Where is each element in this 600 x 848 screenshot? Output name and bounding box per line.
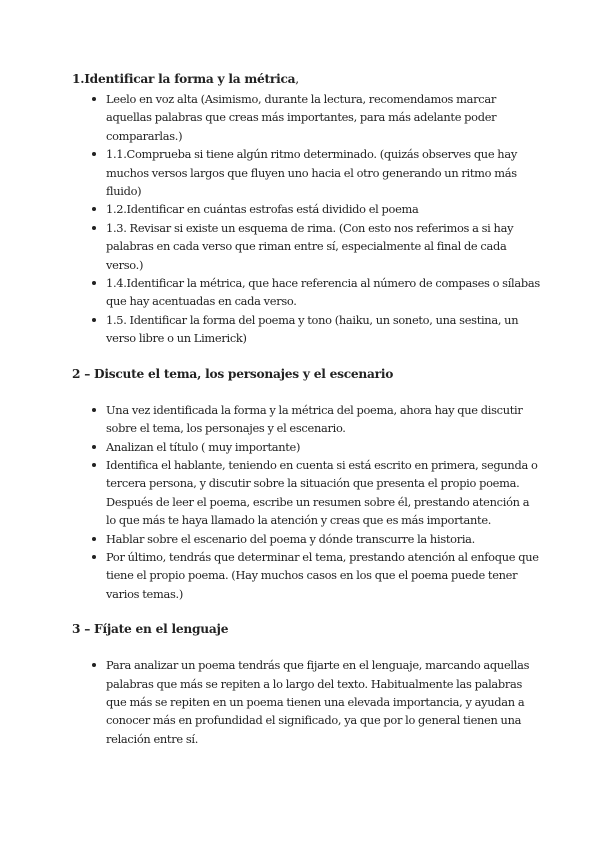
- section-heading: 3 – Fíjate en el lenguaje: [72, 622, 229, 637]
- section-forma-metrica: [72, 70, 542, 348]
- list-item: Una vez identificada la forma y la métrica del poema, ahora hay que discutir sobre el tema, los personajes y el escenario.: [72, 401, 542, 438]
- bullet-list: [72, 90, 542, 348]
- list-item: 1.5. Identificar la forma del poema y tono (haiku, un soneto, una sestina, un verso libre o un Limerick): [72, 311, 542, 348]
- list-item: Para analizar un poema tendrás que fijarte en el lenguaje, marcando aquellas palabras que más se repiten a lo largo del texto. Habitualmente las palabras que más se repiten en un poema tienen una elevada importancia, y ayudan a conocer más en profundidad el significado, ya que por lo general tienen una relación entre sí.: [72, 656, 542, 748]
- section-heading: [72, 70, 542, 89]
- list-item: 1.2.Identificar en cuántas estrofas está dividido el poema: [72, 200, 542, 218]
- list-item: Hablar sobre el escenario del poema y dónde transcurre la historia.: [72, 530, 542, 548]
- list-item: Identifica el hablante, teniendo en cuenta si está escrito en primera, segunda o tercera persona, y discutir sobre la situación que presenta el propio poema. Después de leer el poema, escribe un resumen sobre él, prestando atención a lo que más te haya llamado la atención y creas que es más importante.: [72, 456, 542, 530]
- section-lenguaje: [72, 620, 542, 748]
- list-item: Leelo en voz alta (Asimismo, durante la lectura, recomendamos marcar aquellas palabras que creas más importantes, para más adelante poder compararlas.): [72, 90, 542, 145]
- section-heading-comma: ,: [295, 72, 299, 86]
- section-heading: 2 – Discute el tema, los personajes y el escenario: [72, 366, 394, 381]
- list-item: Por último, tendrás que determinar el tema, prestando atención al enfoque que tiene el propio poema. (Hay muchos casos en los que el poema puede tener varios temas.): [72, 548, 542, 603]
- bullet-list: [72, 401, 542, 603]
- bullet-list: [72, 656, 542, 748]
- list-item: 1.3. Revisar si existe un esquema de rima. (Con esto nos referimos a si hay palabras en cada verso que riman entre sí, especialmente al final de cada verso.): [72, 219, 542, 274]
- list-item: 1.4.Identificar la métrica, que hace referencia al número de compases o sílabas que hay acentuadas en cada verso.: [72, 274, 542, 311]
- list-item: Analizan el título ( muy importante): [72, 438, 542, 456]
- section-tema-personajes: [72, 365, 542, 603]
- list-item: 1.1.Comprueba si tiene algún ritmo determinado. (quizás observes que hay muchos versos largos que fluyen uno hacia el otro generando un ritmo más fluido): [72, 145, 542, 200]
- document-body: [72, 70, 542, 748]
- section-heading-text: 1.Identificar la forma y la métrica: [72, 72, 296, 86]
